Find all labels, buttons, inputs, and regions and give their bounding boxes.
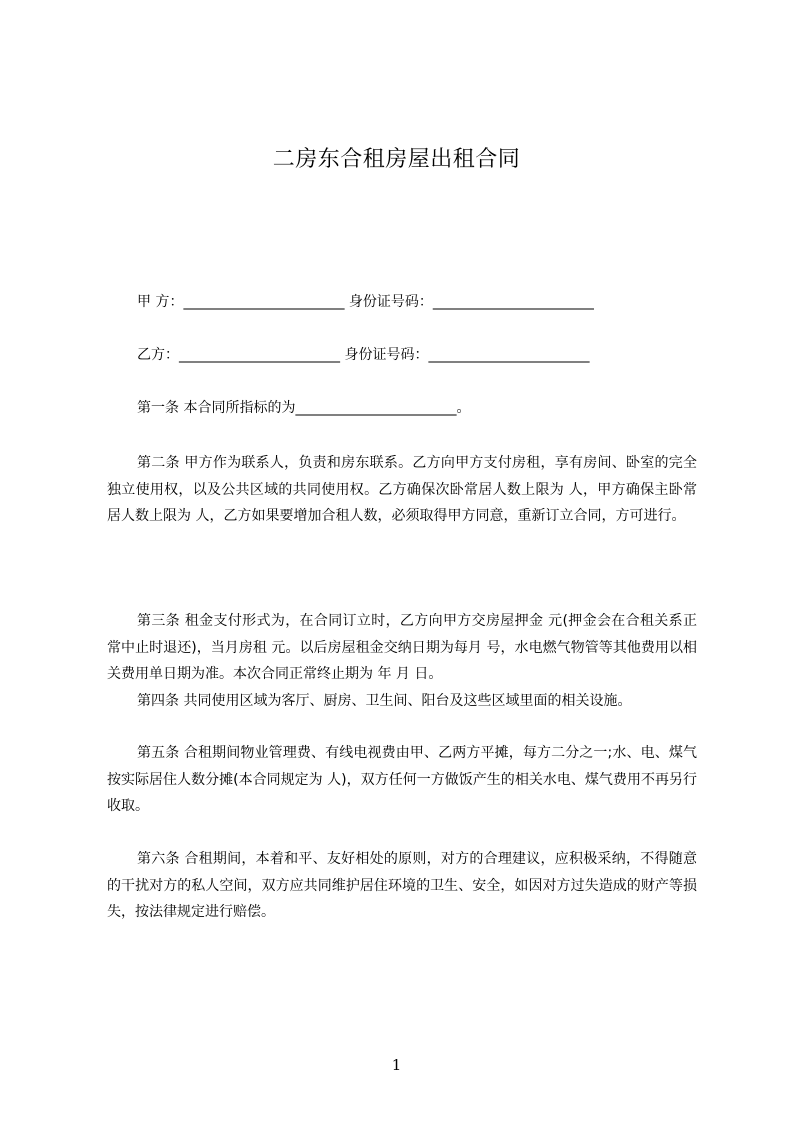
article-3: 第三条 租金支付形式为，在合同订立时，乙方向甲方交房屋押金 元(押金会在合租关系正常中止时退还)，当月房租 元。以后房屋租金交纳日期为每月 号，水电燃气物管等其他费用以相关费用单日期为准。本次合同正常终止期为 年 月 日。 bbox=[107, 613, 697, 682]
article-4: 第四条 共同使用区域为客厅、厨房、卫生间、阳台及这些区域里面的相关设施。 bbox=[137, 693, 632, 709]
party-a-line: 甲 方：_______________________ 身份证号码：_______________________ bbox=[137, 294, 594, 310]
article-6: 第六条 合租期间，本着和平、友好相处的原则，对方的合理建议，应积极采纳，不得随意的干扰对方的私人空间，双方应共同维护居住环境的卫生、安全，如因对方过失造成的财产等损失，按法律规定进行赔偿。 bbox=[107, 851, 697, 920]
party-b-line: 乙方：_______________________ 身份证号码：_______________________ bbox=[137, 347, 590, 363]
page-number: 1 bbox=[391, 1056, 402, 1074]
article-1: 第一条 本合同所指标的为_______________________。 bbox=[137, 400, 471, 416]
article-5: 第五条 合租期间物业管理费、有线电视费由甲、乙两方平摊，每方二分之一;水、电、煤气按实际居住人数分摊(本合同规定为 人)，双方任何一方做饭产生的相关水电、煤气费用不再另行收取。 bbox=[107, 745, 697, 814]
document-title: 二房东合租房屋出租合同 bbox=[272, 147, 521, 172]
article-2: 第二条 甲方作为联系人，负责和房东联系。乙方向甲方支付房租，享有房间、卧室的完全独立使用权，以及公共区域的共同使用权。乙方确保次卧常居人数上限为 人，甲方确保主卧常居人数上限为 人，乙方如果要增加合租人数，必须取得甲方同意，重新订立合同，方可进行。 bbox=[107, 455, 697, 524]
